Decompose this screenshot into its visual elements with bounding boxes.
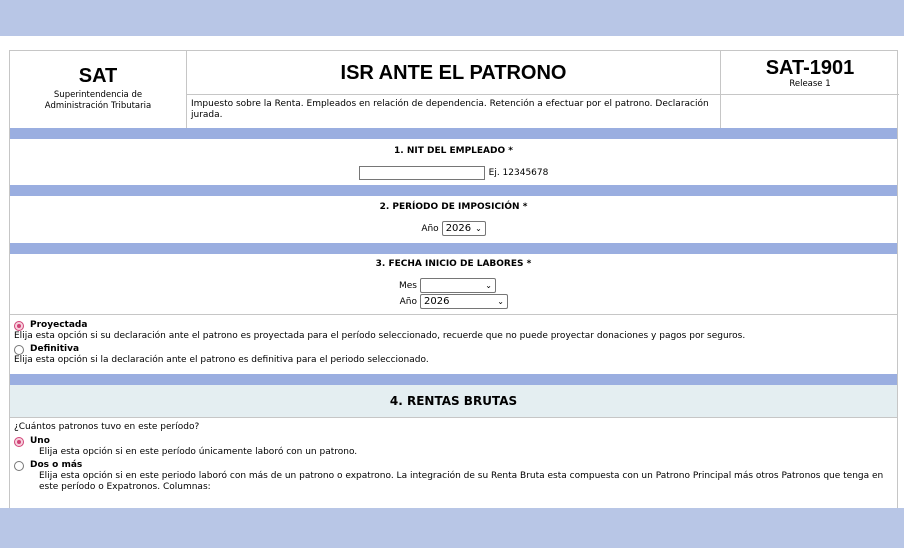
section-separator: [10, 243, 897, 254]
year-select[interactable]: [442, 221, 486, 236]
nit-input[interactable]: [359, 166, 485, 180]
radio-description: Elija esta opción si en este periodo laboró con más de un patrono o expatrono. La integración de su Renta Bruta esta compuesta con un Patrono Principal más otros Patronos que tenga en este período o Expatronos. Columnas:: [39, 471, 884, 492]
radio-uno[interactable]: [14, 437, 24, 447]
radio-label: Proyectada: [30, 320, 88, 330]
chevron-down-icon: ⌄: [475, 224, 482, 233]
sat-subtitle-line-2: Administración Tributaria: [44, 101, 152, 111]
title-cell: [187, 51, 721, 128]
radio-label: Uno: [30, 436, 50, 446]
option-proyectada[interactable]: [14, 320, 893, 331]
start-year-select[interactable]: [420, 294, 508, 309]
section-rentas-title: 4. RENTAS BRUTAS: [10, 385, 897, 418]
month-select[interactable]: [420, 278, 496, 293]
option-uno[interactable]: [14, 436, 893, 447]
sat-logo: SAT: [78, 65, 118, 87]
form-description: Impuesto sobre la Renta. Empleados en relación de dependencia. Retención a efectuar por el patrono. Declaración jurada.: [191, 99, 709, 120]
section-separator: [10, 374, 897, 385]
section-rentas: [10, 418, 897, 508]
form-release: Release 1: [789, 79, 831, 89]
section-nit-title: 1. NIT DEL EMPLEADO *: [394, 146, 513, 156]
section-periodo: [10, 196, 897, 243]
nit-example: Ej. 12345678: [488, 168, 549, 178]
radio-description: Elija esta opción si su declaración ante el patrono es proyectada para el período seleccionado, recuerde que no puede proyectar donaciones y pagos por seguros.: [14, 331, 746, 341]
chevron-down-icon: ⌄: [485, 281, 492, 290]
chevron-down-icon: ⌄: [497, 297, 504, 306]
patronos-question: ¿Cuántos patronos tuvo en este período?: [14, 422, 200, 432]
page-title: ISR ANTE EL PATRONO: [187, 51, 720, 95]
radio-label: Dos o más: [30, 460, 83, 470]
sat-logo-cell: [10, 51, 187, 128]
isr-form: [9, 50, 898, 508]
radio-proyectada[interactable]: [14, 321, 24, 331]
radio-description: Elija esta opción si en este período únicamente laboró con un patrono.: [39, 447, 358, 457]
radio-definitiva[interactable]: [14, 345, 24, 355]
section-fecha-inicio-title: 3. FECHA INICIO DE LABORES *: [375, 259, 532, 269]
section-separator: [10, 128, 897, 139]
year-select-value: 2026: [445, 223, 472, 234]
form-code-number: SAT-1901: [765, 57, 855, 79]
option-definitiva[interactable]: [14, 344, 893, 355]
month-label: Mes: [399, 280, 417, 291]
section-separator: [10, 185, 897, 196]
form-code-cell: [721, 51, 899, 128]
form-header: [10, 51, 897, 128]
start-year-select-value: 2026: [424, 296, 450, 307]
section-fecha-inicio: [10, 254, 897, 314]
form-code: [721, 51, 899, 95]
section-periodo-title: 2. PERÍODO DE IMPOSICIÓN *: [379, 202, 528, 212]
year-label: Año: [421, 223, 439, 234]
start-year-label: Año: [399, 296, 417, 307]
page: [0, 36, 904, 508]
radio-label: Definitiva: [30, 344, 80, 354]
option-dos-o-mas[interactable]: [14, 460, 893, 471]
radio-dos-o-mas[interactable]: [14, 461, 24, 471]
bottom-band: [0, 508, 904, 548]
declaration-type-group: [10, 314, 897, 374]
section-nit: [10, 139, 897, 185]
radio-description: Elija esta opción si la declaración ante el patrono es definitiva para el periodo seleccionado.: [14, 355, 429, 365]
sat-subtitle-line-1: Superintendencia de: [53, 90, 143, 100]
